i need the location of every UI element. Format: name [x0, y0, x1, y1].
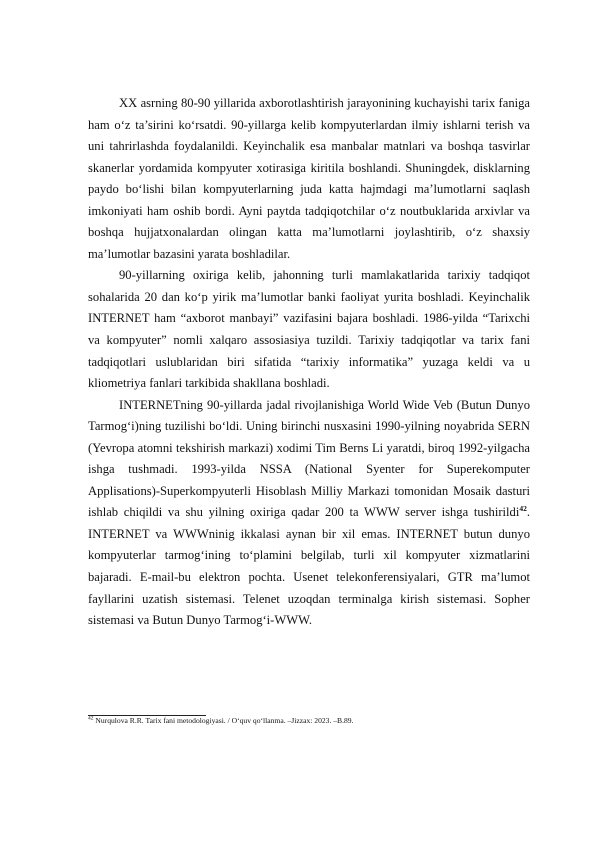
paragraph-1	[88, 93, 530, 265]
footnote-text: Nurqulova R.R. Tarix fani metodologiyasi. / O‘quv qo‘llanma. –Jizzax: 2023. –B.89.	[93, 716, 354, 725]
footnote-number: 42	[88, 715, 94, 722]
paragraph-3-text-after-ref: . INTERNET va WWWninig ikkalasi aynan bir xil emas. INTERNET butun dunyo kompyuterlar tarmog‘ining to‘plamini belgilab, turli xil kompyuter xizmatlarini bajaradi. E-mail-bu elektron pochta. Usenet telekonferensiyalari, GTR ma’lumot fayllarini uzatish sistemasi. Telenet uzoqdan terminalga kirish sistemasi. Sopher sistemasi va Butun Dunyo Tarmog‘i-WWW.	[88, 505, 530, 628]
paragraph-2-text: 90-yillarning oxiriga kelib, jahonning turli mamlakatlarida tarixiy tadqiqot sohalarida 20 dan ko‘p yirik ma’lumotlar banki faoliyat yurita boshladi. Keyinchalik INTERNET ham “axborot manbayi” vazifasini bajara boshladi. 1986-yilda “Tarixchi va kompyuter” nomli xalqaro assosiasiya tuzildi. Tarixiy tadqiqotlar va tarix fani tadqiqotlari uslublaridan biri sifatida “tarixiy informatika” yuzaga keldi va u kliometriya fanlari tarkibida shakllana boshladi.	[88, 268, 530, 391]
footnote	[88, 716, 530, 726]
paragraph-2	[88, 265, 530, 394]
paragraph-3	[88, 395, 530, 632]
paragraph-1-text: XX asrning 80-90 yillarida axborotlashtirish jarayonining kuchayishi tarix faniga ham o‘z ta’sirini ko‘rsatdi. 90-yillarga kelib kompyuterlardan ilmiy ishlarni terish va uni tahrirlashda foydalanildi. Keyinchalik esa manbalar matnlari va boshqa tasvirlar skanerlar yordamida kompyuter xotirasiga kiritila boshlandi. Shuningdek, disklarning paydo bo‘lishi bilan kompyuterlarning juda katta hajmdagi ma’lumotlarni saqlash imkoniyati ham oshib bordi. Ayni paytda tadqiqotchilar o‘z noutbuklarida arxivlar va boshqa hujjatxonalardan olingan katta ma’lumotlarni joylashtirib, o‘z shaxsiy ma’lumotlar bazasini yarata boshladilar.	[88, 96, 530, 261]
body-text	[88, 93, 530, 632]
paragraph-3-text-before-ref: INTERNETning 90-yillarda jadal rivojlanishiga World Wide Veb (Butun Dunyo Tarmog‘i)ning tuzilishi bo‘ldi. Uning birinchi nusxasini 1990-yilning noyabrida SERN (Yevropa atomni tekshirish markazi) xodimi Tim Berns Li yaratdi, biroq 1992-yilgacha ishga tushmadi. 1993-yilda NSSA (National Syenter for Superekomputer Applisations)-Superkompyuterli Hisoblash Milliy Markazi tomonidan Mosaik dasturi ishlab chiqildi va shu yilning oxiriga qadar 200 ta WWW server ishga tushirildi	[88, 397, 530, 520]
footnote-reference[interactable]: 42	[519, 504, 527, 514]
